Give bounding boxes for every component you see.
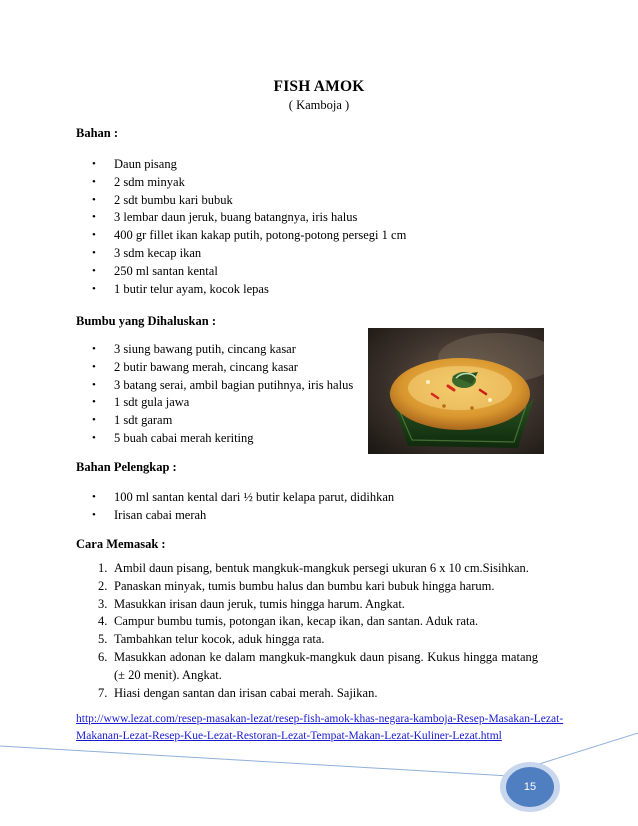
- list-item-text: 3 sdm kecap ikan: [114, 245, 202, 260]
- bullet-icon: •: [92, 343, 96, 355]
- bullet-icon: •: [92, 175, 96, 188]
- recipe-origin: ( Kamboja ): [288, 98, 350, 112]
- list-item-text: 2 butir bawang merah, cincang kasar: [114, 359, 298, 374]
- step-number: 3.: [98, 596, 108, 611]
- step-text: Ambil daun pisang, bentuk mangkuk-mangkuk persegi ukuran 6 x 10 cm.Sisihkan.: [114, 561, 529, 575]
- list-item-text: 400 gr fillet ikan kakap putih, potong-potong persegi 1 cm: [114, 228, 407, 243]
- bullet-icon: •: [92, 378, 96, 391]
- bullet-icon: •: [92, 264, 96, 277]
- bullet-icon: •: [92, 508, 96, 521]
- step-number: 5.: [98, 632, 108, 647]
- list-item-text: Irisan cabai merah: [114, 507, 207, 522]
- page-number: 15: [523, 781, 537, 793]
- recipe-title: FISH AMOK: [273, 78, 365, 95]
- bullet-icon: •: [92, 282, 96, 295]
- step-text: Campur bumbu tumis, potongan ikan, kecap ikan, dan santan. Aduk rata.: [114, 614, 479, 629]
- bullet-icon: •: [92, 414, 96, 427]
- list-item-text: 2 sdm minyak: [114, 174, 185, 189]
- list-item-text: 1 sdt gula jawa: [114, 395, 190, 410]
- step-number: 6.: [98, 649, 108, 664]
- step-text: Tambahkan telur kocok, aduk hingga rata.: [114, 632, 325, 647]
- list-item-text: 100 ml santan kental dari ½ butir kelapa parut, didihkan: [114, 490, 395, 504]
- step-text: Masukkan adonan ke dalam mangkuk-mangkuk daun pisang. Kukus hingga matang (± 20 menit). Angkat.: [114, 649, 538, 682]
- list-item-text: 3 lembar daun jeruk, buang batangnya, iris halus: [114, 210, 358, 225]
- list-item-text: 1 butir telur ayam, kocok lepas: [114, 281, 269, 296]
- source-link[interactable]: http://www.lezat.com/resep-masakan-lezat/resep-fish-amok-khas-negara-kamboja-Resep-Masakan-Lezat-Makanan-Lezat-Resep-Kue-Lezat-Restoran-Lezat-Tempat-Makan-Lezat-Kuliner-Lezat.html: [76, 713, 564, 742]
- step-number: 7.: [98, 685, 108, 700]
- list-item-text: 3 batang serai, ambil bagian putihnya, iris halus: [114, 377, 354, 392]
- list-item-text: Daun pisang: [114, 157, 177, 171]
- complement-heading: Bahan Pelengkap :: [76, 460, 177, 474]
- spice-paste-heading: Bumbu yang Dihaluskan :: [76, 314, 216, 328]
- bullet-icon: •: [92, 491, 96, 503]
- step-number: 4.: [98, 614, 108, 629]
- step-number: 1.: [98, 561, 108, 575]
- list-item-text: 5 buah cabai merah keriting: [114, 430, 254, 445]
- step-number: 2.: [98, 578, 108, 593]
- bullet-icon: •: [92, 431, 96, 444]
- list-item-text: 2 sdt bumbu kari bubuk: [114, 192, 233, 207]
- step-text: Masukkan irisan daun jeruk, tumis hingga harum. Angkat.: [114, 596, 405, 611]
- step-text: Panaskan minyak, tumis bumbu halus dan bumbu kari bubuk hingga harum.: [114, 578, 495, 593]
- bullet-icon: •: [92, 193, 96, 206]
- list-item-text: 250 ml santan kental: [114, 263, 218, 278]
- list-item-text: 1 sdt garam: [114, 413, 173, 428]
- bullet-icon: •: [92, 360, 96, 373]
- bullet-icon: •: [92, 158, 96, 170]
- list-item-text: 3 siung bawang putih, cincang kasar: [114, 342, 296, 356]
- ingredients-heading: Bahan :: [76, 126, 119, 140]
- bullet-icon: •: [92, 229, 96, 242]
- bullet-icon: •: [92, 396, 96, 409]
- step-text: Hiasi dengan santan dan irisan cabai merah. Sajikan.: [114, 685, 378, 700]
- bullet-icon: •: [92, 246, 96, 259]
- bullet-icon: •: [92, 211, 96, 224]
- method-heading: Cara Memasak :: [76, 537, 166, 551]
